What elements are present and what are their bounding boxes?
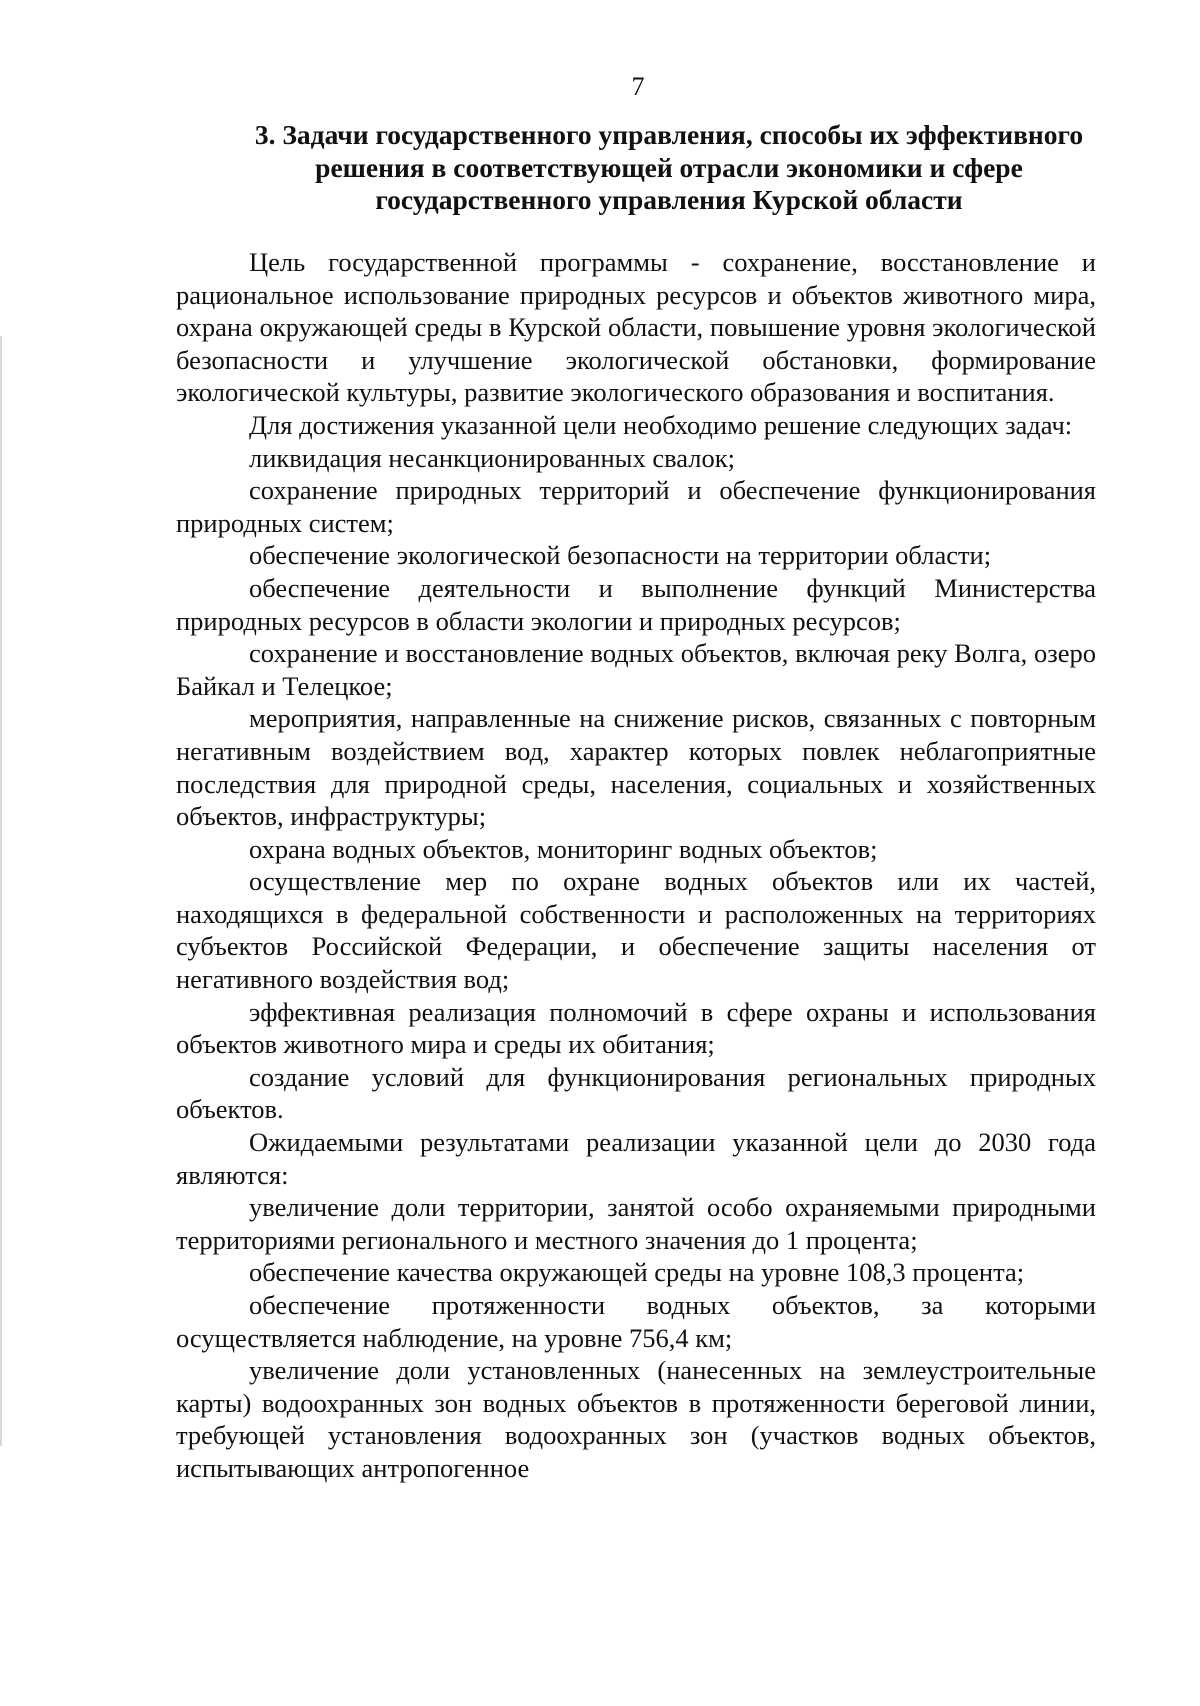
section-heading-line-2: решения в соответствующей отрасли экономики и сфере — [315, 151, 1023, 183]
task-item: мероприятия, направленные на снижение рисков, связанных с повторным негативным воздействием вод, характер которых повлек неблагоприятные последствия для природной среды, населения, социальных и хозяйственных объектов, инфраструктуры; — [176, 703, 1096, 832]
tasks-intro-paragraph: Для достижения указанной цели необходимо решение следующих задач: — [249, 409, 1073, 440]
task-item: охрана водных объектов, мониторинг водных объектов; — [249, 833, 878, 864]
task-item: обеспечение деятельности и выполнение функций Министерства природных ресурсов в области экологии и природных ресурсов; — [176, 572, 1096, 636]
task-item: эффективная реализация полномочий в сфере охраны и использования объектов животного мира и среды их обитания; — [176, 996, 1096, 1060]
task-item: создание условий для функционирования региональных природных объектов. — [176, 1061, 1096, 1125]
scan-edge-shadow — [0, 336, 2, 1446]
goal-paragraph: Цель государственной программы - сохранение, восстановление и рациональное использование природных ресурсов и объектов животного мира, охрана окружающей среды в Курской области, повышение уровня экологической безопасности и улучшение экологической обстановки, формирование экологической культуры, развитие экологического образования и воспитания. — [176, 247, 1096, 408]
section-heading — [230, 119, 1108, 217]
result-item: увеличение доли установленных (нанесенных на землеустроительные карты) водоохранных зон водных объектов в протяженности береговой линии, требующей установления водоохранных зон (участков водных объектов, испытывающих антропогенное — [176, 1355, 1096, 1483]
results-intro-paragraph: Ожидаемыми результатами реализации указанной цели до 2030 года являются: — [176, 1127, 1096, 1190]
page-number: 7 — [631, 72, 645, 101]
task-item: сохранение и восстановление водных объектов, включая реку Волга, озеро Байкал и Телецкое; — [176, 638, 1096, 701]
task-item: сохранение природных территорий и обеспечение функционирования природных систем; — [176, 475, 1096, 538]
section-heading-line-3: государственного управления Курской области — [375, 184, 963, 215]
result-item: обеспечение качества окружающей среды на уровне 108,3 процента; — [249, 1257, 1025, 1288]
task-item: осуществление мер по охране водных объектов или их частей, находящихся в федеральной собственности и расположенных на территориях субъектов Российской Федерации, и обеспечение защиты населения от негативного воздействия вод; — [176, 866, 1096, 995]
section-heading-line-1: 3. Задачи государственного управления, способы их эффективного — [254, 119, 1084, 150]
task-item: обеспечение экологической безопасности на территории области; — [249, 540, 992, 571]
task-item: ликвидация несанкционированных свалок; — [249, 442, 735, 473]
body-text — [176, 246, 1096, 1485]
result-item: обеспечение протяженности водных объектов, за которыми осуществляется наблюдение, на уровне 756,4 км; — [176, 1290, 1096, 1353]
result-item: увеличение доли территории, занятой особо охраняемыми природными территориями регионального и местного значения до 1 процента; — [176, 1192, 1096, 1255]
